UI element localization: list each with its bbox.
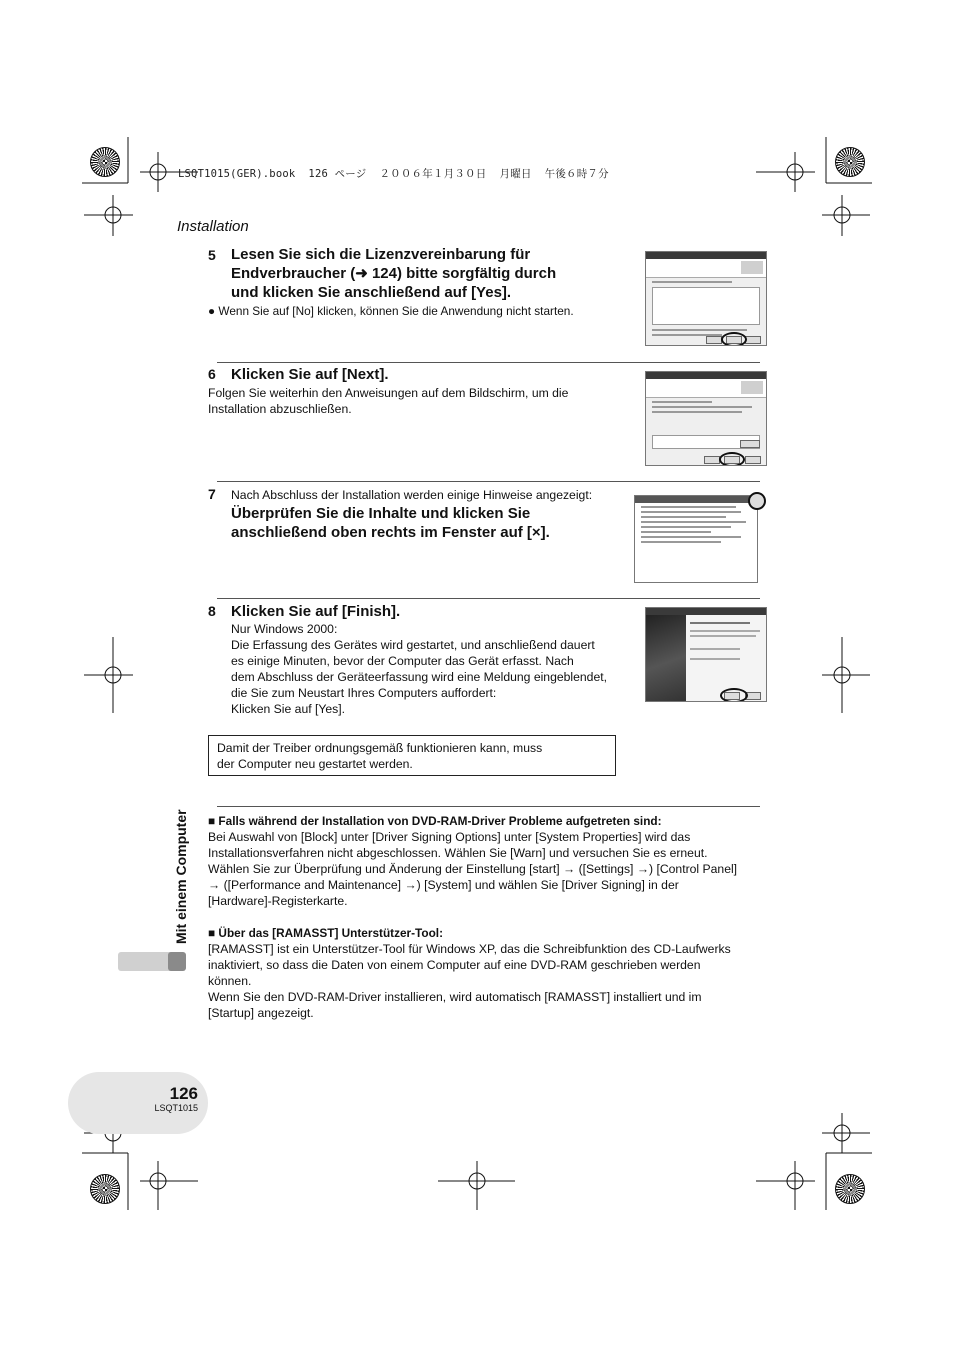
chapter-side-label: Mit einem Computer — [173, 809, 189, 944]
divider — [217, 481, 760, 482]
step-6-number: 6 — [208, 366, 216, 382]
step-6-body-line: Folgen Sie weiterhin den Anweisungen auf dem Bildschirm, um die — [208, 386, 569, 400]
install-complete-screenshot — [645, 607, 767, 702]
license-agreement-screenshot — [645, 251, 767, 346]
readme-window-screenshot — [634, 495, 758, 583]
step-8-body-line: dem Abschluss der Geräteerfassung wird eine Meldung eingeblendet, — [231, 670, 608, 684]
step-8-body-line: Die Erfassung des Gerätes wird gestartet, und anschließend dauert — [231, 638, 595, 652]
ramasst-line: Wenn Sie den DVD-RAM-Driver installieren, wird automatisch [RAMASST] installiert und im — [208, 990, 702, 1004]
square-bullet-icon: ■ — [208, 814, 216, 828]
step-8-body-line: es einige Minuten, bevor der Computer das Gerät erfasst. Nach — [231, 654, 574, 668]
step-8-heading: Klicken Sie auf [Finish]. — [231, 603, 401, 620]
step-5-bullet-note: ● Wenn Sie auf [No] klicken, können Sie die Anwendung nicht starten. — [208, 304, 574, 318]
ramasst-heading: ■ Über das [RAMASST] Unterstützer-Tool: — [208, 926, 444, 940]
troubleshooting-line: Installationsverfahren nicht abgeschlossen. Wählen Sie [Warn] und versuchen Sie es erneut. — [208, 846, 708, 860]
ramasst-line: [Startup] angezeigt. — [208, 1006, 314, 1020]
step-7-intro: Nach Abschluss der Installation werden einige Hinweise angezeigt: — [231, 488, 593, 502]
step-8-body — [231, 621, 607, 717]
step-6-heading: Klicken Sie auf [Next]. — [231, 366, 389, 383]
document-code: LSQT1015 — [154, 1103, 198, 1113]
troubleshooting-line: Bei Auswahl von [Block] unter [Driver Signing Options] unter [System Properties] wird das — [208, 830, 691, 844]
troubleshooting-line: [Hardware]-Registerkarte. — [208, 894, 348, 908]
step-5-heading-line: und klicken Sie anschließend auf [Yes]. — [231, 284, 512, 301]
ramasst-line: inaktiviert, so dass die Daten von einem Computer auf eine DVD-RAM geschrieben werden — [208, 958, 701, 972]
print-info-line: LSQT1015(GER).book 126 ページ ２００６年１月３０日 月曜日 午後６時７分 — [178, 168, 609, 180]
step-5-heading — [231, 245, 556, 302]
troubleshooting-line: → ([Performance and Maintenance] →) [System] und wählen Sie [Driver Signing] in der — [208, 878, 679, 892]
square-bullet-icon: ■ — [208, 926, 216, 940]
step-5-heading-line: Lesen Sie sich die Lizenzvereinbarung für — [231, 246, 531, 263]
ramasst-line: können. — [208, 974, 252, 988]
step-8-body-line: die Sie zum Neustart Ihres Computers auffordert: — [231, 686, 497, 700]
chapter-tab-marker — [168, 952, 186, 971]
restart-note-box — [208, 735, 616, 776]
ramasst-line: [RAMASST] ist ein Unterstützer-Tool für Windows XP, das die Schreibfunktion des CD-Laufwerks — [208, 942, 731, 956]
close-highlight-icon — [748, 492, 766, 510]
step-8-body-line: Nur Windows 2000: — [231, 622, 338, 636]
step-5-heading-line: Endverbraucher (➜ 124) bitte sorgfältig durch — [231, 265, 557, 282]
page-number: 126 — [169, 1084, 198, 1103]
note-line: der Computer neu gestartet werden. — [217, 757, 413, 771]
divider — [217, 362, 760, 363]
ramasst-section — [208, 925, 768, 1021]
step-8-number: 8 — [208, 603, 216, 619]
step-8-body-line: Klicken Sie auf [Yes]. — [231, 702, 346, 716]
step-7-heading — [231, 504, 550, 542]
note-line: Damit der Treiber ordnungsgemäß funktionieren kann, muss — [217, 741, 543, 755]
step-6-body-line: Installation abzuschließen. — [208, 402, 352, 416]
divider — [217, 598, 760, 599]
step-5-number: 5 — [208, 247, 216, 263]
step-7-number: 7 — [208, 486, 216, 502]
step-7-heading-line: Überprüfen Sie die Inhalte und klicken Sie — [231, 505, 531, 522]
step-7-heading-line: anschließend oben rechts im Fenster auf [×]. — [231, 524, 550, 541]
troubleshooting-heading: ■ Falls während der Installation von DVD-RAM-Driver Probleme aufgetreten sind: — [208, 814, 662, 828]
section-title: Installation — [177, 218, 249, 235]
step-6-body — [208, 385, 568, 417]
troubleshooting-section — [208, 813, 768, 909]
troubleshooting-line: Wählen Sie zur Überprüfung und Änderung der Einstellung [start] → ([Settings] →) [Control Panel] — [208, 862, 738, 876]
divider — [217, 806, 760, 807]
choose-location-screenshot — [645, 371, 767, 466]
